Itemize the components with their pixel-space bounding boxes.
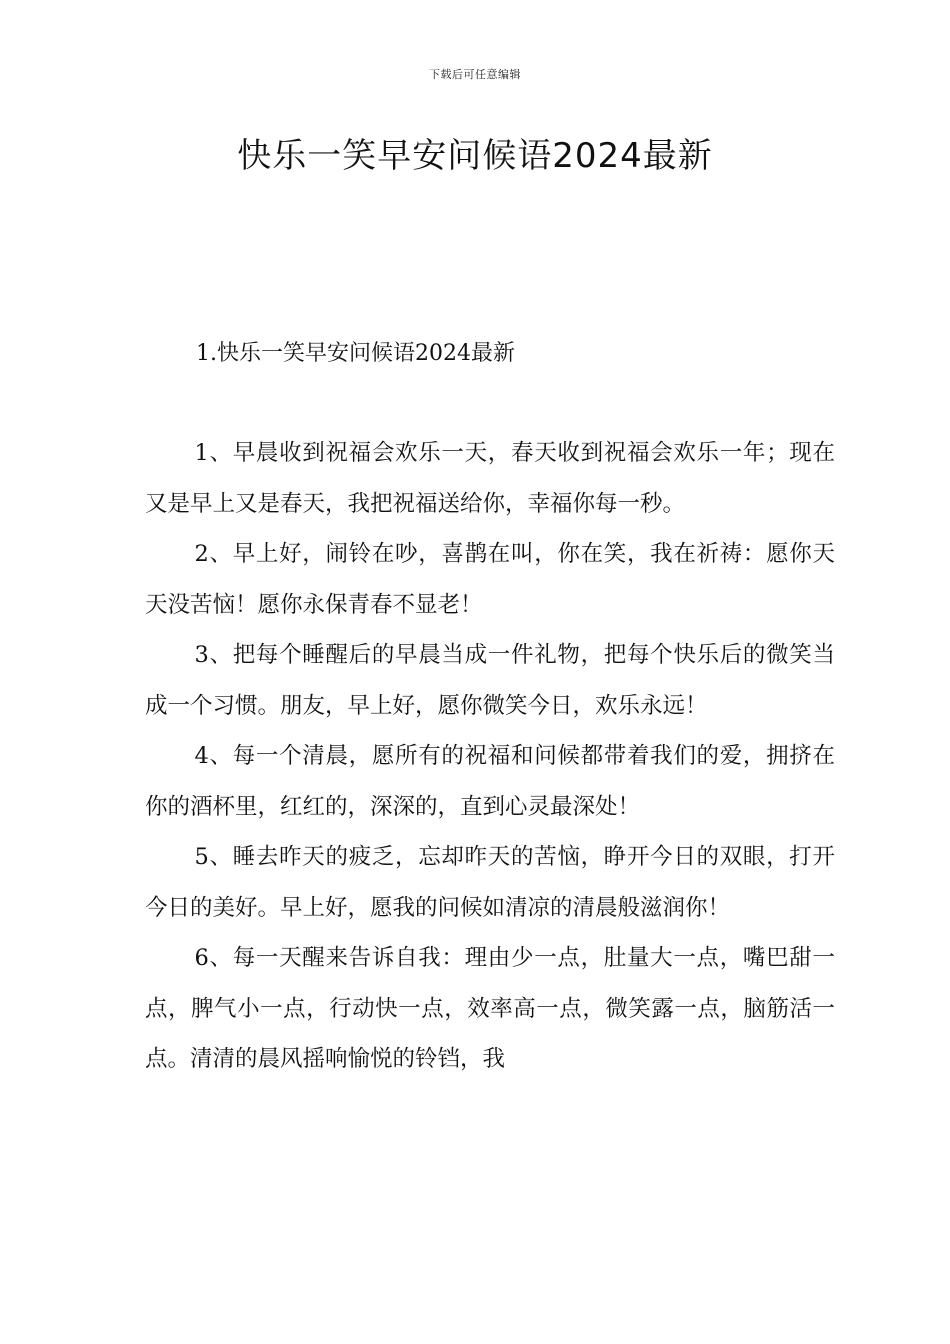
paragraph-1: 1、早晨收到祝福会欢乐一天，春天收到祝福会欢乐一年；现在又是早上又是春天，我把祝福送给你，幸福你每一秒。 (145, 440, 835, 517)
section-heading: 1.快乐一笑早安问候语2024最新 (196, 341, 515, 366)
paragraph-4: 4、每一个清晨，愿所有的祝福和问候都带着我们的爱，拥挤在你的酒杯里，红红的，深深的，直到心灵最深处！ (145, 743, 835, 820)
page-title: 快乐一笑早安问候语2024最新 (237, 136, 713, 176)
paragraph-6: 6、每一天醒来告诉自我：理由少一点，肚量大一点，嘴巴甜一点，脾气小一点，行动快一点，效率高一点，微笑露一点，脑筋活一点。清清的晨风摇响愉悦的铃铛，我 (145, 945, 835, 1072)
paragraph-3: 3、把每个睡醒后的早晨当成一件礼物，把每个快乐后的微笑当成一个习惯。朋友，早上好，愿你微笑今日，欢乐永远！ (145, 642, 835, 719)
paragraph-2: 2、早上好，闹铃在吵，喜鹊在叫，你在笑，我在祈祷：愿你天天没苦恼！愿你永保青春不显老！ (145, 541, 835, 618)
header-note: 下载后可任意编辑 (429, 68, 521, 81)
paragraph-5: 5、睡去昨天的疲乏，忘却昨天的苦恼，睁开今日的双眼，打开今日的美好。早上好，愿我的问候如清凉的清晨般滋润你！ (145, 844, 835, 921)
body-text (145, 428, 835, 1085)
